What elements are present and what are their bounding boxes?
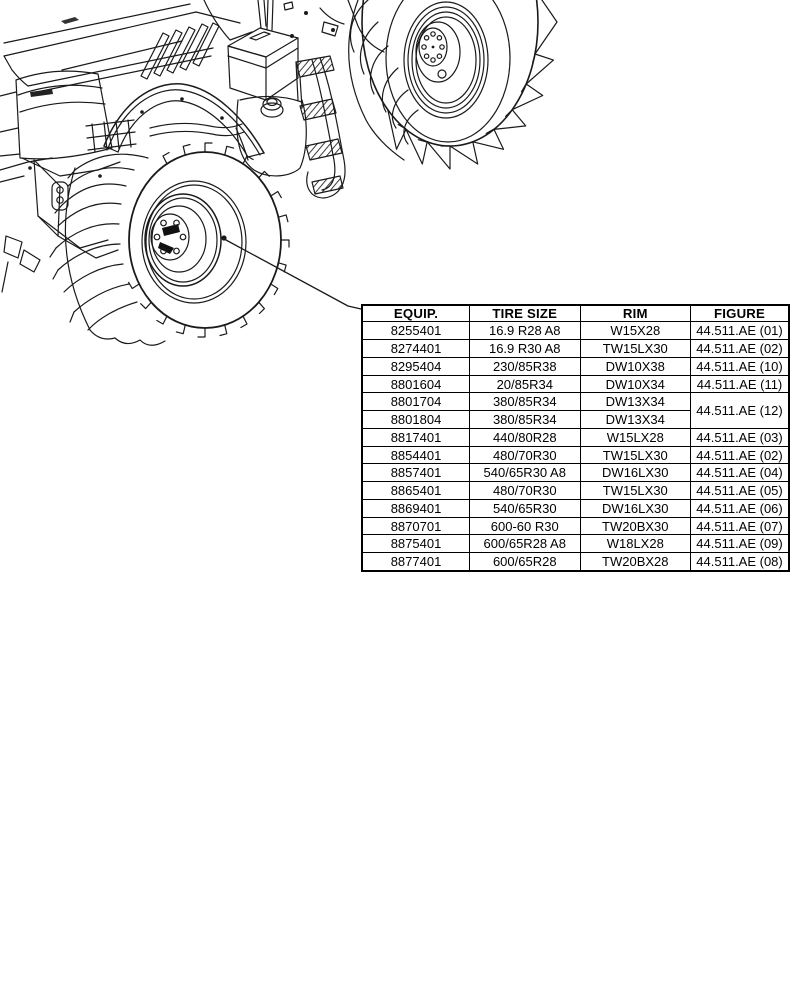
cell-tire-size: 20/85R34: [470, 375, 581, 393]
cell-rim: W15X28: [580, 322, 691, 340]
cell-figure: 44.511.AE (08): [691, 553, 789, 571]
cell-equip: 8875401: [362, 535, 470, 553]
table-row: [362, 499, 789, 517]
cell-equip: 8854401: [362, 446, 470, 464]
cell-figure: 44.511.AE (06): [691, 499, 789, 517]
table-row: [362, 393, 789, 411]
cell-equip: 8865401: [362, 482, 470, 500]
cell-rim: TW15LX30: [580, 482, 691, 500]
cell-rim: TW15LX30: [580, 446, 691, 464]
battery-box: [228, 28, 298, 100]
cell-rim: DW16LX30: [580, 499, 691, 517]
table-row: [362, 428, 789, 446]
cell-figure: 44.511.AE (02): [691, 446, 789, 464]
cell-tire-size: 230/85R38: [470, 357, 581, 375]
cell-equip: 8817401: [362, 428, 470, 446]
cell-rim: DW10X38: [580, 357, 691, 375]
cell-tire-size: 540/65R30 A8: [470, 464, 581, 482]
table-row: [362, 482, 789, 500]
cell-figure: 44.511.AE (11): [691, 375, 789, 393]
cell-equip: 8801604: [362, 375, 470, 393]
column-header-equip: EQUIP.: [362, 305, 470, 322]
cell-tire-size: 480/70R30: [470, 446, 581, 464]
front-tire-lugs: [129, 143, 289, 337]
cell-equip: 8255401: [362, 322, 470, 340]
cell-tire-size: 600-60 R30: [470, 517, 581, 535]
table-row: [362, 535, 789, 553]
cell-tire-size: 16.9 R28 A8: [470, 322, 581, 340]
table-row: [362, 322, 789, 340]
table-row: [362, 375, 789, 393]
cell-rim: W18LX28: [580, 535, 691, 553]
cell-figure: 44.511.AE (09): [691, 535, 789, 553]
table-header-row: [362, 305, 789, 322]
cell-figure: 44.511.AE (04): [691, 464, 789, 482]
cell-figure: 44.511.AE (10): [691, 357, 789, 375]
cell-tire-size: 540/65R30: [470, 499, 581, 517]
cell-tire-size: 380/85R34: [470, 411, 581, 429]
cell-figure: 44.511.AE (03): [691, 428, 789, 446]
rear-tire-lugs: [388, 0, 557, 169]
tire-rim-table: [361, 304, 790, 572]
table-row: [362, 517, 789, 535]
column-header-rim: RIM: [580, 305, 691, 322]
cell-tire-size: 440/80R28: [470, 428, 581, 446]
cell-rim: DW10X34: [580, 375, 691, 393]
table-row: [362, 340, 789, 358]
cell-figure: 44.511.AE (01): [691, 322, 789, 340]
cell-rim: W15LX28: [580, 428, 691, 446]
exhaust-pipe: [267, 0, 293, 30]
cell-rim: TW15LX30: [580, 340, 691, 358]
cell-figure: 44.511.AE (02): [691, 340, 789, 358]
cell-tire-size: 600/65R28 A8: [470, 535, 581, 553]
cell-figure: 44.511.AE (05): [691, 482, 789, 500]
cell-rim: DW13X34: [580, 411, 691, 429]
hood: [4, 4, 240, 93]
cell-rim: DW13X34: [580, 393, 691, 411]
cell-equip: 8274401: [362, 340, 470, 358]
table-row: [362, 357, 789, 375]
cell-equip: 8877401: [362, 553, 470, 571]
cell-equip: 8870701: [362, 517, 470, 535]
hood-louvers: [141, 23, 219, 79]
cell-tire-size: 600/65R28: [470, 553, 581, 571]
column-header-tire-size: TIRE SIZE: [470, 305, 581, 322]
cell-tire-size: 16.9 R30 A8: [470, 340, 581, 358]
cell-equip: 8857401: [362, 464, 470, 482]
table-row: [362, 553, 789, 571]
table-row: [362, 446, 789, 464]
rear-wheel: [349, 0, 557, 169]
column-header-figure: FIGURE: [691, 305, 789, 322]
table-row: [362, 464, 789, 482]
cell-rim: DW16LX30: [580, 464, 691, 482]
cell-equip: 8801704: [362, 393, 470, 411]
cell-tire-size: 380/85R34: [470, 393, 581, 411]
callout-leader-line: [226, 240, 361, 309]
cell-equip: 8801804: [362, 411, 470, 429]
cell-equip: 8869401: [362, 499, 470, 517]
cell-tire-size: 480/70R30: [470, 482, 581, 500]
cell-rim: TW20BX30: [580, 517, 691, 535]
rear-tire-treads: [349, 0, 418, 160]
front-wheel: [50, 143, 289, 345]
table-body: [362, 322, 789, 571]
cell-figure: 44.511.AE (07): [691, 517, 789, 535]
step-ladder: [296, 56, 345, 198]
cell-figure: 44.511.AE (12): [691, 393, 789, 429]
cell-equip: 8295404: [362, 357, 470, 375]
cell-rim: TW20BX28: [580, 553, 691, 571]
wheel-hub: [151, 214, 189, 260]
